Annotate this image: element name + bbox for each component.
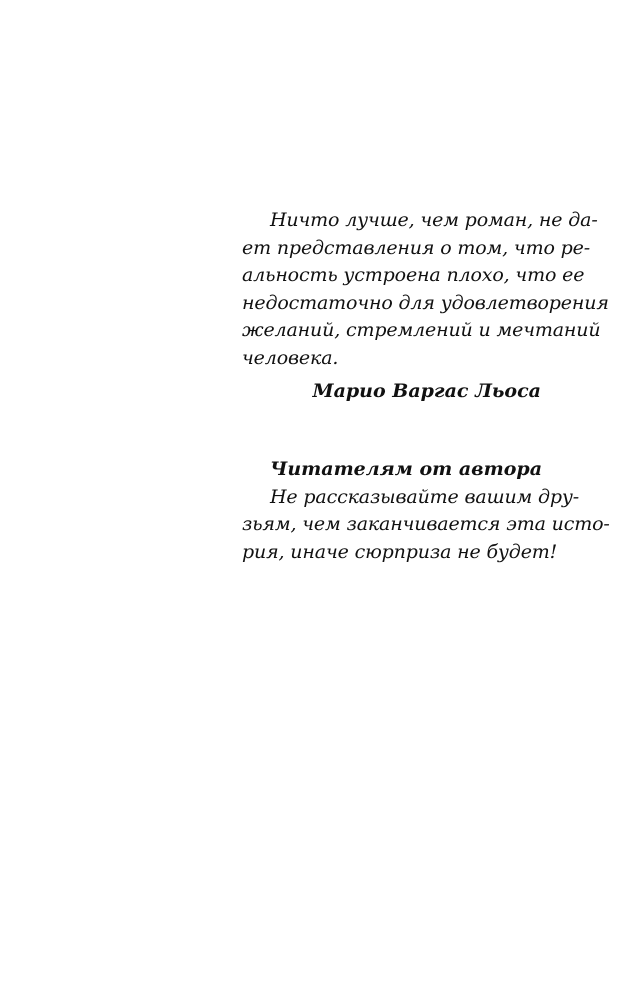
epigraph-line: Ничто лучше, чем роман, не да-	[270, 209, 598, 231]
epigraph-author: Марио Варгас Льоса	[312, 379, 541, 402]
author-note-line: зьям, чем заканчивается эта исто-	[242, 513, 610, 536]
author-note-line: рия, иначе сюрприза не будет!	[242, 540, 558, 563]
author-note-heading: Читателям от автора	[270, 458, 543, 480]
author-note	[242, 456, 610, 566]
epigraph	[242, 207, 609, 405]
epigraph-line: недостаточно для удовлетворения	[242, 291, 609, 314]
epigraph-line: альность устроена плохо, что ее	[242, 264, 585, 287]
author-note-line: Не рассказывайте вашим дру-	[270, 485, 580, 508]
epigraph-line: желаний, стремлений и мечтаний	[242, 319, 601, 342]
epigraph-line: человека.	[242, 346, 339, 369]
epigraph-line: ет представления о том, что ре-	[242, 236, 591, 259]
